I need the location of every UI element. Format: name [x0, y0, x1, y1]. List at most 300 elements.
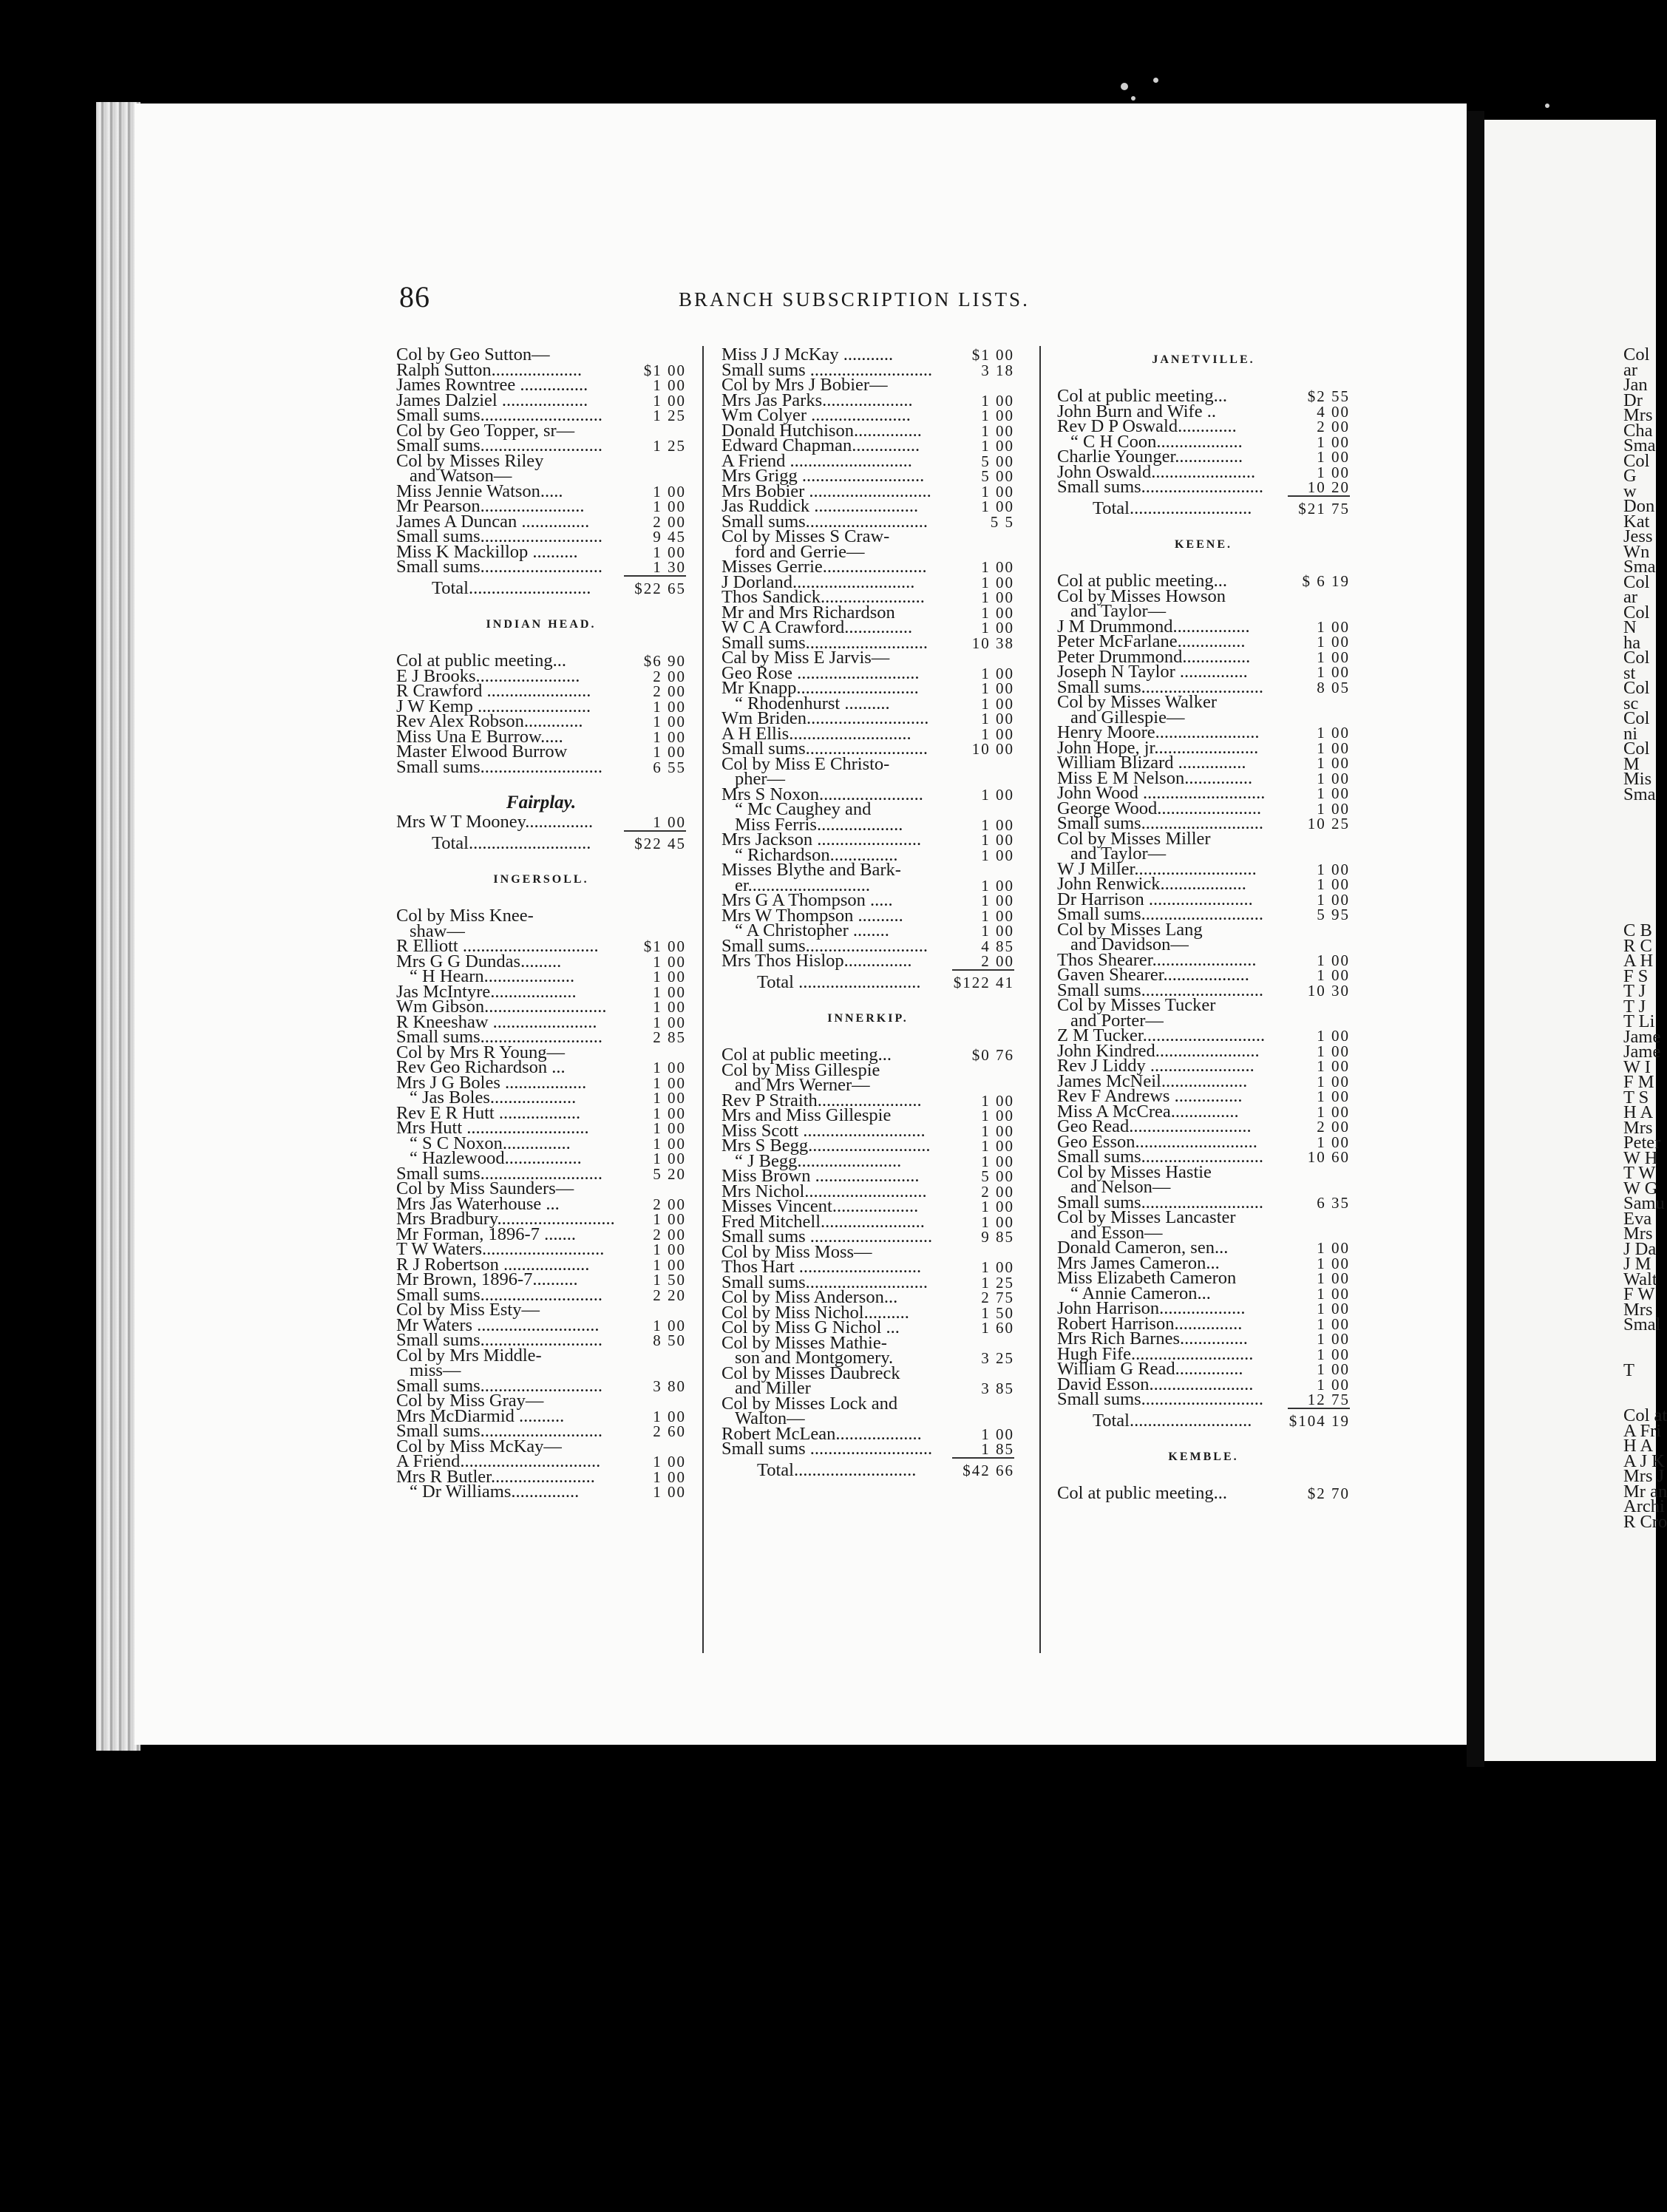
entry-name: Col by Miss Gillespie [722, 1059, 880, 1080]
subscription-entry [1057, 1389, 1350, 1409]
entry-name: Miss E M Nelson............... [1057, 767, 1253, 788]
entry-name: Robert Harrison............... [1057, 1313, 1243, 1334]
rule-stroke [624, 830, 686, 832]
entry-amount: 1 60 [981, 1319, 1014, 1337]
column-rule [1039, 346, 1041, 1653]
edge-line: Mrs [1623, 1299, 1653, 1320]
edge-line [1623, 848, 1656, 864]
edge-line: Col [1623, 678, 1650, 698]
entry-name: Donald Cameron, sen... [1057, 1238, 1229, 1258]
entry-name: James McNeil................... [1057, 1071, 1248, 1091]
entry-name: John Kindred....................... [1057, 1040, 1260, 1061]
edge-line: Jame [1623, 1042, 1661, 1062]
entry-amount: 1 00 [653, 1059, 686, 1076]
entry-name: William Blizard ............... [1057, 753, 1246, 773]
entry-amount: 2 00 [653, 682, 686, 700]
entry-amount: 1 00 [981, 664, 1014, 682]
entry-amount: 1 00 [981, 1091, 1014, 1110]
entry-amount: 1 00 [1317, 875, 1350, 893]
page-edges [96, 102, 140, 1751]
entry-amount: 1 00 [1317, 1330, 1350, 1348]
entry-name: Col by Miss Esty— [396, 1300, 540, 1320]
entry-name: Rev J Liddy ....................... [1057, 1056, 1255, 1076]
entry-name: Col by Misses Howson [1057, 586, 1226, 606]
entry-amount: 12 75 [1307, 1391, 1350, 1408]
entry-amount: $122 41 [953, 973, 1014, 991]
entry-name: W C A Crawford............... [722, 617, 913, 637]
total-row [1057, 1410, 1350, 1431]
entry-amount: 9 45 [653, 528, 686, 546]
entry-amount: 1 00 [981, 876, 1014, 895]
entry-name: Col by Misses Riley [396, 450, 544, 471]
edge-line: Jan [1623, 375, 1648, 395]
edge-line: Wn [1623, 541, 1650, 562]
entry-name: Mrs Hutt ........................... [396, 1118, 589, 1138]
entry-name: Col by Mrs R Young— [396, 1042, 566, 1062]
entry-name: “ Mc Caughey and [735, 799, 872, 819]
entry-amount: 2 00 [1317, 418, 1350, 435]
entry-amount: 1 00 [1317, 1254, 1350, 1272]
entry-name: er........................... [735, 875, 871, 895]
entry-name: John Oswald....................... [1057, 461, 1256, 482]
entry-name: “ Dr Williams............... [410, 1482, 580, 1502]
edge-line [1623, 878, 1656, 894]
entry-name: and Porter— [1070, 1010, 1164, 1031]
entry-amount: 2 00 [653, 512, 686, 531]
entry-amount: 1 00 [653, 391, 686, 410]
total-row [396, 577, 686, 598]
entry-amount: 1 00 [653, 1119, 686, 1137]
edge-line: Mrs [1623, 1224, 1653, 1244]
entry-name: Mrs Thos Hislop............... [722, 951, 912, 971]
entry-name: John Renwick................... [1057, 874, 1246, 894]
entry-amount: 1 00 [981, 785, 1014, 804]
column-1 [396, 347, 686, 1500]
entry-amount: 1 00 [653, 743, 686, 761]
scan-speck [1545, 104, 1549, 108]
entry-amount: 3 85 [981, 1380, 1014, 1397]
entry-name: Mr Brown, 1896-7.......... [396, 1269, 578, 1289]
edge-line: Mrs [1623, 1117, 1653, 1138]
entry-name: Col by Miss McKay— [396, 1436, 562, 1456]
entry-amount: 3 18 [981, 361, 1014, 379]
entry-name: R J Robertson ................... [396, 1254, 590, 1275]
edge-line: Mis [1623, 769, 1652, 789]
entry-name: “ H Hearn.................... [410, 966, 575, 986]
entry-name: Mrs G G Dundas......... [396, 951, 562, 971]
entry-name: Total ........................... [757, 971, 921, 992]
entry-name: Wm Gibson........................... [396, 997, 607, 1017]
entry-amount: 1 00 [981, 831, 1014, 849]
edge-line: Jame [1623, 1026, 1661, 1047]
entry-name: shaw— [410, 920, 465, 941]
entry-amount: 1 00 [981, 482, 1014, 501]
edge-line: W I [1623, 1056, 1651, 1077]
entry-name: Geo Read........................... [1057, 1116, 1252, 1136]
entry-name: George Wood....................... [1057, 798, 1262, 818]
entry-name: Wm Briden........................... [722, 708, 929, 728]
entry-name: Small sums........................... [1057, 477, 1264, 497]
entry-name: “ Rhodenhurst .......... [735, 693, 890, 713]
edge-line: Sma [1623, 557, 1656, 577]
section-heading: INDIAN HEAD. [486, 617, 597, 631]
entry-name: Small sums ........................... [722, 359, 933, 380]
entry-name: “ S C Noxon............... [410, 1133, 571, 1153]
entry-amount: 1 00 [1317, 1360, 1350, 1378]
entry-name: John Wood ........................... [1057, 783, 1266, 803]
edge-line: Kat [1623, 511, 1650, 532]
spacer [396, 851, 686, 867]
entry-name: Miss Una E Burrow..... [396, 726, 563, 747]
entry-amount: 1 00 [981, 846, 1014, 864]
entry-amount: 1 00 [1317, 1027, 1350, 1045]
entry-amount: 5 95 [1317, 906, 1350, 923]
entry-amount: 1 00 [981, 922, 1014, 940]
entry-name: Walton— [735, 1408, 805, 1428]
edge-line: sc [1623, 693, 1639, 713]
scan-speck [1131, 96, 1135, 101]
edge-line [1623, 818, 1656, 833]
subscription-entry [1057, 477, 1350, 497]
entry-name: T W Waters........................... [396, 1239, 605, 1259]
entry-name: James Dalziel ................... [396, 390, 588, 410]
entry-amount: 1 00 [1317, 784, 1350, 802]
edge-line: F M [1623, 1072, 1654, 1092]
edge-line: Jess [1623, 526, 1653, 546]
entry-name: Mrs McDiarmid .......... [396, 1405, 565, 1426]
entry-name: Mrs Nichol........................... [722, 1181, 927, 1201]
entry-amount: 1 00 [1317, 1088, 1350, 1105]
entry-name: James A Duncan ............... [396, 511, 590, 532]
edge-line: Mrs [1623, 405, 1653, 425]
entry-name: miss— [410, 1360, 461, 1380]
entry-name: Small sums........................... [722, 1272, 928, 1292]
entry-name: Miss Ferris................... [735, 814, 903, 835]
entry-amount: 1 00 [1317, 769, 1350, 787]
edge-line: C B [1623, 920, 1652, 940]
entry-name: Col by Geo Sutton— [396, 345, 550, 364]
entry-name: Col by Misses Tucker [1057, 995, 1216, 1015]
entry-name: Small sums........................... [396, 526, 603, 546]
edge-line: ha [1623, 632, 1641, 653]
entry-amount: 6 55 [653, 758, 686, 776]
entry-name: Rev P Straith....................... [722, 1090, 922, 1110]
entry-name: Miss Scott ........................... [722, 1120, 926, 1141]
entry-amount: 1 00 [981, 1152, 1014, 1170]
entry-name: Col by Miss Knee- [396, 906, 534, 926]
entry-name: Small sums........................... [396, 1027, 603, 1047]
entry-amount: 1 00 [981, 558, 1014, 576]
entry-name: Charlie Younger............... [1057, 447, 1243, 467]
entry-name: A H Ellis........................... [722, 723, 911, 744]
entry-name: “ Hazlewood................. [410, 1148, 582, 1168]
entry-amount: 2 60 [653, 1422, 686, 1440]
entry-name: Small sums........................... [722, 935, 928, 956]
entry-amount: 1 00 [1317, 617, 1350, 636]
entry-name: Col by Miss Saunders— [396, 1178, 574, 1198]
entry-name: Small sums........................... [396, 1421, 603, 1441]
entry-amount: 1 00 [981, 421, 1014, 440]
entry-amount: 8 05 [1317, 678, 1350, 696]
entry-name: Col by Misses Daubreck [722, 1363, 900, 1383]
edge-line: W H [1623, 1147, 1658, 1168]
entry-name: “ Jas Boles................... [410, 1088, 577, 1107]
entry-amount: $0 76 [971, 1046, 1014, 1064]
entry-amount: 1 00 [981, 391, 1014, 410]
entry-amount: 1 25 [653, 407, 686, 424]
entry-amount: $6 90 [643, 652, 686, 670]
entry-amount: 1 00 [653, 727, 686, 746]
entry-amount: $ 6 19 [1302, 572, 1350, 590]
edge-line: R Cro [1623, 1511, 1667, 1532]
edge-line: Samu [1623, 1193, 1665, 1213]
entry-amount: 2 75 [981, 1289, 1014, 1306]
entry-name: Rev Geo Richardson ... [396, 1057, 566, 1077]
entry-amount: 1 00 [1317, 1300, 1350, 1317]
entry-amount: $2 55 [1307, 387, 1350, 405]
entry-amount: 1 00 [981, 588, 1014, 606]
entry-amount: 1 00 [653, 813, 686, 831]
entry-name: Total........................... [757, 1459, 917, 1480]
entry-amount: 1 00 [1317, 1239, 1350, 1257]
entry-amount: 1 25 [653, 437, 686, 455]
column-rule [702, 346, 704, 1653]
entry-name: Z M Tucker........................... [1057, 1025, 1266, 1045]
entry-amount: 1 00 [1317, 633, 1350, 651]
entry-amount: 1 25 [981, 1273, 1014, 1292]
entry-amount: 1 50 [981, 1303, 1014, 1322]
entry-amount: 1 00 [1317, 1345, 1350, 1363]
entry-amount: 1 00 [1317, 754, 1350, 772]
entry-name: Mrs R Butler....................... [396, 1466, 595, 1487]
entry-amount: 4 00 [1317, 402, 1350, 421]
entry-amount: $104 19 [1289, 1411, 1350, 1430]
entry-amount: 1 00 [981, 498, 1014, 515]
entry-amount: 1 00 [653, 1089, 686, 1107]
entry-name: Col at public meeting... [1057, 1483, 1227, 1503]
edge-line: Col at [1623, 1405, 1667, 1425]
page-number: 86 [399, 280, 430, 313]
entry-name: Col by Miss G Nichol ... [722, 1317, 900, 1337]
entry-amount: 8 50 [653, 1331, 686, 1349]
entry-amount: 2 00 [981, 952, 1014, 970]
entry-name: Small sums........................... [722, 632, 928, 653]
entry-name: Col by Misses Lancaster [1057, 1207, 1236, 1227]
entry-name: Thos Sandick....................... [722, 587, 925, 607]
entry-amount: 1 00 [1317, 860, 1350, 878]
entry-name: “ Richardson............... [735, 844, 898, 865]
column-2 [722, 347, 1014, 1478]
entry-name: Mr Pearson....................... [396, 496, 585, 516]
entry-name: Total........................... [432, 577, 591, 598]
entry-name: Thos Hart ........................... [722, 1257, 922, 1277]
entry-name: Mrs Bobier ........................... [722, 481, 931, 501]
edge-line: M [1623, 753, 1640, 774]
entry-name: Small sums........................... [1057, 1147, 1264, 1167]
entry-amount: 1 00 [981, 892, 1014, 909]
subscription-entry [396, 557, 686, 577]
edge-line: A Fri [1623, 1420, 1662, 1441]
entry-name: R Crawford ....................... [396, 681, 591, 701]
entry-amount: 1 00 [981, 815, 1014, 834]
entry-amount: 10 00 [971, 740, 1014, 758]
entry-amount: 1 50 [653, 1271, 686, 1289]
entry-amount: $1 00 [971, 346, 1014, 364]
entry-name: Gaven Shearer................... [1057, 965, 1249, 985]
edge-line: Sma [1623, 784, 1656, 804]
entry-name: Thos Shearer....................... [1057, 949, 1257, 970]
edge-line: ni [1623, 723, 1638, 744]
edge-line: Archi [1623, 1496, 1665, 1516]
entry-name: and Taylor— [1070, 601, 1167, 621]
entry-amount: 1 00 [653, 1468, 686, 1486]
scan-speck [1153, 78, 1158, 83]
edge-line: Sma [1623, 435, 1656, 455]
entry-name: Total........................... [1093, 498, 1252, 518]
entry-name: Mrs J G Boles .................. [396, 1072, 587, 1093]
entry-name: Col by Misses Hastie [1057, 1161, 1212, 1182]
edge-line: F W [1623, 1284, 1655, 1304]
edge-line: J M [1623, 1254, 1651, 1274]
entry-name: Small sums........................... [396, 1284, 603, 1305]
entry-amount: 1 00 [981, 573, 1014, 591]
entry-amount: $1 00 [643, 937, 686, 955]
entry-name: Small sums........................... [396, 405, 603, 425]
edge-line: R C [1623, 935, 1652, 956]
entry-amount: 2 20 [653, 1286, 686, 1304]
entry-amount: 10 30 [1307, 981, 1350, 1000]
entry-name: Small sums........................... [396, 1330, 603, 1350]
edge-line: ar [1623, 359, 1638, 380]
entry-name: Cal by Miss E Jarvis— [722, 648, 890, 668]
entry-name: Col by Mrs J Bobier— [722, 375, 888, 395]
entry-amount: 10 25 [1307, 815, 1350, 832]
entry-amount: $2 70 [1307, 1485, 1350, 1502]
entry-amount: 1 00 [653, 1104, 686, 1122]
entry-amount: $1 00 [643, 361, 686, 379]
edge-line: T [1623, 1360, 1634, 1380]
entry-name: Small sums........................... [1057, 1192, 1264, 1212]
edge-line: Col [1623, 602, 1650, 622]
entry-name: Col at public meeting... [1057, 571, 1227, 591]
entry-name: Col by Miss Moss— [722, 1241, 872, 1262]
entry-amount: 1 00 [653, 1255, 686, 1274]
edge-line: Mrs J [1623, 1466, 1665, 1486]
entry-name: J Dorland........................... [722, 571, 915, 592]
edge-line: N [1623, 617, 1637, 637]
edge-line: Peter [1623, 1133, 1661, 1153]
entry-name: William G Read............... [1057, 1359, 1243, 1379]
entry-name: and Watson— [410, 466, 512, 486]
entry-amount: 1 00 [653, 376, 686, 394]
entry-amount: 5 00 [981, 467, 1014, 485]
entry-name: Rev F Andrews ............... [1057, 1086, 1243, 1106]
entry-name: Small sums........................... [396, 435, 603, 455]
entry-name: John Hope, jr....................... [1057, 737, 1259, 758]
edge-line: Walt [1623, 1269, 1657, 1289]
entry-amount: 1 30 [653, 558, 686, 576]
subscription-entry [1057, 1483, 1350, 1503]
subscription-entry [722, 1439, 1014, 1459]
section-heading: INGERSOLL. [493, 872, 589, 886]
entry-name: Small sums........................... [722, 739, 928, 759]
entry-amount: $22 65 [634, 579, 686, 597]
entry-name: Rev Alex Robson............. [396, 711, 583, 731]
entry-name: David Esson....................... [1057, 1374, 1254, 1394]
entry-name: Misses Gerrie....................... [722, 557, 927, 577]
entry-name: Col by Geo Topper, sr— [396, 420, 575, 441]
entry-name: Hugh Fife........................... [1057, 1343, 1254, 1364]
edge-line [1623, 1378, 1656, 1394]
entry-amount: 2 00 [653, 1225, 686, 1244]
entry-name: Col by Mrs Middle- [396, 1345, 542, 1365]
scan-speck [1121, 83, 1128, 90]
entry-amount: 1 00 [981, 710, 1014, 727]
entry-amount: $21 75 [1298, 499, 1350, 518]
edge-line: st [1623, 662, 1636, 683]
entry-name: Mrs Jas Waterhouse ... [396, 1193, 560, 1214]
entry-amount: 2 00 [981, 1182, 1014, 1201]
entry-amount: 1 00 [653, 998, 686, 1016]
entry-name: James Rowntree ............... [396, 375, 588, 395]
edge-line: T Li [1623, 1011, 1655, 1031]
edge-line: T W [1623, 1163, 1656, 1183]
entry-amount: 6 35 [1317, 1193, 1350, 1212]
edge-line: Don [1623, 496, 1655, 516]
edge-line: A J K [1623, 1451, 1665, 1471]
entry-amount: 1 00 [653, 1453, 686, 1470]
entry-amount: 1 00 [653, 983, 686, 1001]
entry-name: Jas McIntyre................... [396, 981, 577, 1002]
right-page-text [1623, 345, 1667, 1532]
entry-amount: 1 00 [1317, 1375, 1350, 1394]
rule-stroke [1288, 1408, 1350, 1409]
entry-name: Small sums........................... [1057, 676, 1264, 697]
entry-amount: 1 00 [653, 968, 686, 985]
edge-line [1623, 832, 1656, 848]
entry-amount: 1 00 [981, 906, 1014, 925]
entry-amount: 1 00 [981, 725, 1014, 743]
entry-name: Mr and Mrs Richardson [722, 602, 895, 622]
edge-line: Col [1623, 739, 1650, 759]
entry-name: Small sums........................... [396, 1375, 603, 1396]
entry-amount: 1 00 [1317, 448, 1350, 466]
entry-name: Small sums........................... [722, 511, 928, 532]
edge-line: T J [1623, 981, 1646, 1001]
edge-line: T J [1623, 996, 1646, 1017]
entry-amount: 3 25 [981, 1349, 1014, 1367]
rule-stroke [952, 1457, 1014, 1459]
entry-amount: $22 45 [634, 834, 686, 852]
entry-name: Small sums........................... [1057, 813, 1264, 833]
entry-amount: 1 00 [653, 1407, 686, 1425]
entry-amount: 1 00 [1317, 951, 1350, 969]
entry-amount: 1 00 [653, 697, 686, 716]
entry-name: Col at public meeting... [1057, 386, 1227, 406]
entry-name: E J Brooks....................... [396, 665, 580, 686]
entry-name: “ A Christopher ........ [735, 920, 889, 940]
entry-amount: 1 00 [1317, 648, 1350, 666]
entry-name: Geo Rose ........................... [722, 662, 920, 683]
entry-amount: 3 80 [653, 1377, 686, 1395]
section-heading: INNERKIP. [827, 1011, 909, 1025]
edge-line: Col [1623, 450, 1650, 471]
entry-name: Small sums ........................... [722, 1439, 933, 1459]
entry-name: Dr Harrison ....................... [1057, 889, 1253, 909]
entry-name: Col by Misses Miller [1057, 828, 1211, 849]
entry-amount: 1 00 [981, 437, 1014, 455]
entry-name: Miss Brown ....................... [722, 1166, 920, 1186]
